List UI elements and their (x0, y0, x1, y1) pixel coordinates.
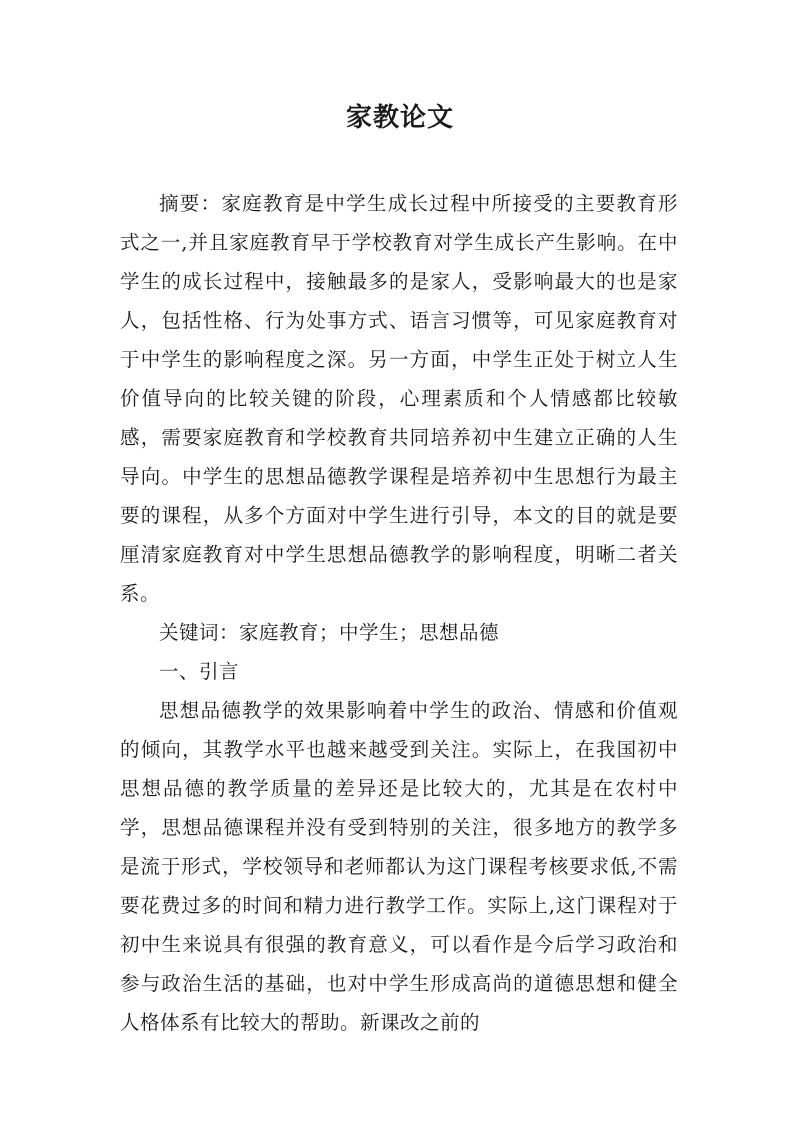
introduction-paragraph: 思想品德教学的效果影响着中学生的政治、情感和价值观的倾向，其教学水平也越来越受到关注。实际上，在我国初中思想品德的教学质量的差异还是比较大的，尤其是在农村中学，思想品德课程并没有受到特别的关注，很多地方的教学多是流于形式，学校领导和老师都认为这门课程考核要求低,不需要花费过多的时间和精力进行教学工作。实际上,这门课程对于初中生来说具有很强的教育意义，可以看作是今后学习政治和参与政治生活的基础，也对中学生形成高尚的道德思想和健全人格体系有比较大的帮助。新课改之前的 (120, 699, 678, 1034)
keywords-paragraph: 关键词：家庭教育；中学生；思想品德 (159, 621, 500, 644)
section-heading-introduction: 一、引言 (159, 660, 240, 683)
abstract-paragraph: 摘要：家庭教育是中学生成长过程中所接受的主要教育形式之一,并且家庭教育早于学校教育对学生成长产生影响。在中学生的成长过程中，接触最多的是家人，受影响最大的也是家人，包括性格、行为处事方式、语言习惯等，可见家庭教育对于中学生的影响程度之深。另一方面，中学生正处于树立人生价值导向的比较关键的阶段，心理素质和个人情感都比较敏感，需要家庭教育和学校教育共同培养初中生建立正确的人生导向。中学生的思想品德教学课程是培养初中生思想行为最主要的课程，从多个方面对中学生进行引导，本文的目的就是要厘清家庭教育对中学生思想品德教学的影响程度，明晰二者关系。 (120, 192, 678, 605)
document-title: 家教论文 (345, 103, 454, 133)
document-body (120, 184, 678, 1042)
